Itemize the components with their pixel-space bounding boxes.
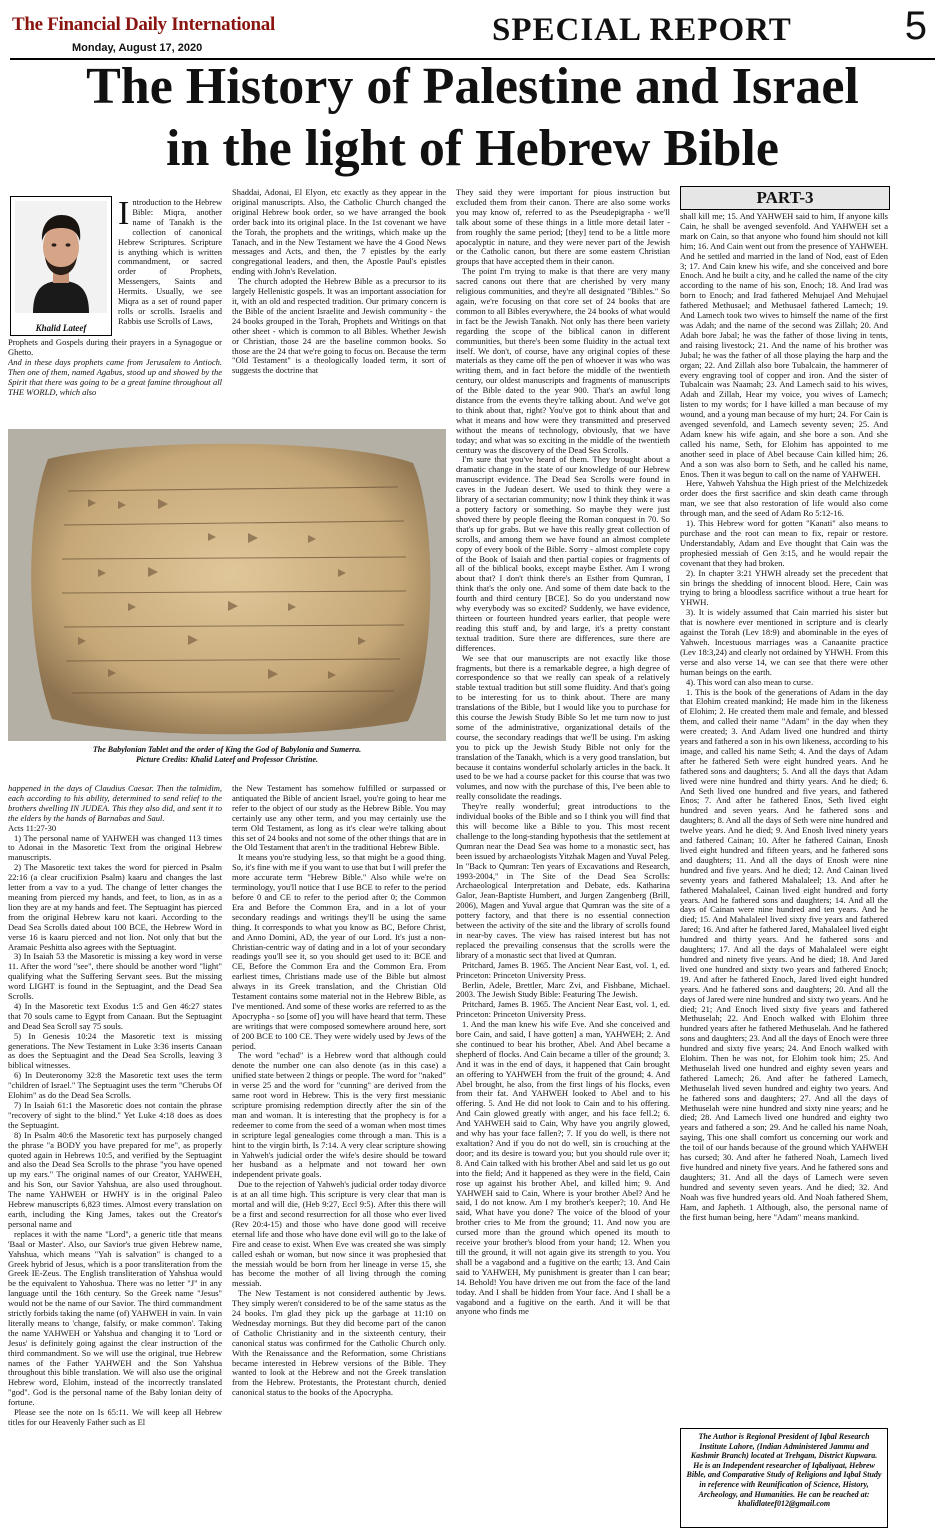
column-1-bottom xyxy=(8,784,222,1526)
author-photo-box xyxy=(10,196,112,336)
author-name: Khalid Lateef xyxy=(35,323,87,333)
section-title: SPECIAL REPORT xyxy=(492,12,792,48)
col3-para: 1. And the man knew his wife Eve. And she conceived and bore Cain, and said, I have gotten] a man, YAHWEH; 2. And she continued to bear his brother, Abel. And Abel became a shepherd of flocks. And Cain became a tiller of the ground; 3. And it was in the end of days, it happened that Cain brought an offering to YAHWEH from the fruit of the ground; 4. And Abel brought, he also, from the first lings of his flocks, even from their fat. And YAHWEH looked to Abel and to his offering. 5. And He did not look to Cain and to his offering. And Cain glowed greatly with anger, and his face fell.2; 6. And YAHWEH said to Cain, Why have you angrily glowed, and why has your face fallen?; 7. If you do well, is there not exaltation? And if you do not do well, sin is crouching at the door; and its desire is toward you; but you should rule over it; 8. And Cain talked with his brother Abel and said let us go out into the field; And it happened as they were in the field, Cain rose up against his brother Abel, and killed him; 9. And YAHWEH said to Cain, Where is your brother Abel? And he said, I do not know. Am I my brother's keeper?; 10. And He said, What have you done? The voice of the blood of your brother cries to Me from the ground; 11. And now you are cursed more than the ground which opened its mouth to receive your brother's blood from your hand; 12. When you till the ground, it will not again give its strength to you. You shall be a vagabond and a fugitive on the earth; 13. And Cain said to YAHWEH, My punishment is greater than I can bear; 14. Behold! You have driven me out from the face of the land today. And I shall be hidden from Your face. And I shall be a vagabond and a fugitive on the earth. And it will be that anyone who finds me xyxy=(456,1019,670,1317)
col2-para: It means you're studying less, so that might be a good thing. So, it's fine with me if you want to use that but I will prefer the more accurate term "Hebrew Bible." Also while we're on terminology, you'll notice that I use BCE to refer to the period before 0 and CE to refer to the period after 0; the Common Era and Before the Common Era, and in a lot of your secondary readings and writings they'll be using the same thing. It corresponds to what you know as BC, Before Christ, and Anno Domini, AD, the year of our Lord. It's just a non-Christian-centric way of dating and in a lot of your secondary readings you'll see it, so you should get used to it: BCE and CE, Before the Common Era and the Common Era. From earliest times, Christians made use of the Bible but almost always in its Greek translation, and the Christian Old Testament contains some material not in the Hebrew Bible, as I've mentioned. And some of these works are referred to as the Apocrypha - so [some of] you will have heard that term. These are writings that were composed somewhere around here, sort of 200 BCE to 100 CE. They were widely used by Jews of the period. xyxy=(232,852,446,1051)
figure-caption xyxy=(8,745,446,765)
page-number: 5 xyxy=(904,4,927,48)
col3-para: I'm sure that you've heard of them. They brought about a dramatic change in the state of our knowledge of our Hebrew manuscript evidence. The Dead Sea Scrolls were found in caves in the Judean desert. We used to think they were a library of a sectarian community; now I think they think it was a pottery factory or something. So maybe they were just shoved there by people fleeing the Roman conquest in 70. So that's up for grabs. But we have this really great collection of scrolls, and among them we have found an almost complete copy of every book of the Bible. Sorry - almost complete copy of the Book of Isaiah and then partial copies or fragments of all of the biblical books, except maybe Esther. Am I wrong about that? I don't think there's an Esther from Qumran, I think that's the only one. And some of them date back to the fourth and third century [BCE]. So do you understand now why everybody was so excited? Suddenly, we have evidence, thirteen or fourteen hundred years earlier, that people were reading this stuff and, by and large, it's a pretty constant textual tradition. Sure there are differences, sure there are differences. xyxy=(456,454,670,653)
headline-line-1: The History of Palestine and Israel xyxy=(86,58,859,115)
col3-para: Pritchard, James B. 1965. The Ancient Near East, vol. 1, ed. Princeton: Princeton University Press. xyxy=(456,959,670,980)
col3-para: Berlin, Adele, Brettler, Marc Zvi, and Fishbane, Michael. 2003. The Jewish Study Bible: Featuring The Jewish. xyxy=(456,979,670,1000)
col1-para: replaces it with the name "Lord", a generic title that means 'Baal or Master'. Also, our Savior's true given Hebrew name, Yahshua, which means "Yah is salvation" is changed to a Greek hybrid of Jesus, which is a poor transliteration from the Greek IE-Zeus. The English transliteration of Yahshua would be the equivalent to Yahoshua. There was no letter "J" in any language until the 16th century. So the Greek name "Jesus" would not be the name of our Savior. The third commandment strictly forbids taking the name (of) YAHWEH in vain. In vain literally means to 'change, falsify, or make common'. Taking the name YAHWEH or Yahshua and changing it to 'Lord or Jesus' is definitely going against the clear instruction of the third commandment. So we will use the original, true Hebrew names of the Father YAHWEH and the Son Yahshua throughout this bible translation. We will also use the original Hebrew word, Elohim, instead of the incorrectly translated "god". God is the personal name of the Baby lonian deity of fortune. xyxy=(8,1228,222,1408)
author-email: khalidlateef012@gmail.com xyxy=(737,1499,831,1509)
col1-para: 4) In the Masoretic text Exodus 1:5 and Gen 46:27 states that 70 souls came to Egypt from Canaan. But the Septuagint and Dead Sea Scroll say 75 souls. xyxy=(8,1000,222,1031)
babylonian-tablet-photo xyxy=(8,429,446,741)
col1-para: 7) In Isaiah 61:1 the Masoretic does not contain the phrase "recovery of sight to the blind." Yet Luke 4:18 does as does the Septuagint. xyxy=(8,1100,222,1130)
col1-para: 5) In Genesis 10:24 the Masoretic text is missing generations. The New Testament in Luke 3:36 inserts Canaan as does the Septuagint and the Dead Sea Scrolls, leaving 3 biblical witnesses. xyxy=(8,1030,222,1071)
col4-para: 4). This word can also mean to curse. xyxy=(686,676,814,687)
author-bio: The Author is Regional President of Iqbal Research Institute Lahore, (Indian Administered Jammu and Kashmir Branch) located at Trehgam, District Kupwara. He is an Independent researcher of Iqbaliyaat, Hebrew Bible, and Comparative Study of Religions and Iqbal Study in reference with Reunification of Science, History, Archeology, and Humanities. He can be reached at: xyxy=(686,1432,882,1499)
issue-date: Monday, August 17, 2020 xyxy=(72,42,203,54)
col3-para: They said they were important for pious instruction but excluded them from their canon. There are also some works you may know of, referred to as the Pseudepigrapha - we'll talk about some of these things in a little more detail later - from roughly the same period; [they] tend to be a little more apocalyptic in nature, and they were never part of the Jewish or the Catholic canon, but there are some eastern Christian groups that have accepted them in their canon. xyxy=(456,188,670,267)
col4-para: 3). It is widely assumed that Cain married his sister but that is nowhere ever mentioned in scripture and is clearly against the Torah (Lev 18:9) and abominable in the eyes of Yahweh. Incestuous marriages was a Canaanite practice (Lev 18:3,24) and clearly not ordained by YHWH. From this verse and also verse 14, we can see that there were other human beings on the earth. xyxy=(680,607,888,677)
figure-caption-line-2: Picture Credits: Khalid Lateef and Professor Christine. xyxy=(135,755,318,764)
drop-cap: I xyxy=(118,195,130,232)
column-4 xyxy=(680,212,888,1424)
author-bio-box xyxy=(680,1428,888,1528)
col3-para: They're really wonderful; great introductions to the individual books of the Bible and so I think you will find that this will become like a Bible to you. This most recent challenge to the long-standing hypothesis that the settlement at Qumran near the Dead Sea was home to a monastic sect, has been issued by archaeologists Yitzhak Magen and Yuval Peleg. In "Back to Qumran: Ten years of Excavations and Research, 1993-2004," in The Site of the Dead Sea Scrolls: Archaeological Interpretation and Debate, eds. Katharina Galor, Jean-Baptiste Humbert, and Jurgen Zangenberg (Brill, 2006), Magen and Yuval argue that Qumran was the site of a pottery factory, and that there is no essential connection between the activity of the site and the library of scrolls found in near-by caves. The view has raised interest but has not replaced the prevailing consensus that the scrolls were the library of a monastic sect that lived at Qumran. xyxy=(456,801,670,960)
col3-para: We see that our manuscripts are not exactly like those fragments, but there is a remarkable degree, a high degree of correspondence so that we really can speak of a relatively stable textual tradition but still some fluidity. And that's going to be interesting for us to think about. There are many translations of the Bible, but I would like you to purchase for this course the Jewish Study Bible So let me turn now to just some of the administrative, organizational details of the course, the secondary readings that we'll be using. I'm asking you to pick up the Jewish Study Bible not only for the translation of the Tanakh, which is a very good translation, but because it contains wonderful scholarly articles in the back. It used to be we had a course packet for this course that was two volumes, and now with the purchase of this, I've been able to really consolidate the readings. xyxy=(456,652,670,802)
intro-quote: And in these days prophets came from Jerusalem to Antioch. Then one of them, named Agabus, stood up and showed by the Spirit that there was going to be a great famine throughout all THE WORLD, which also xyxy=(8,356,222,397)
col4-para: 1). This Hebrew word for gotten "Kanati" also means to purchase and the root can mean to fix, repair or restore. Understandably, Adam and Eve thought that Cain was the prophesied messiah of Gen 3:15, and he would repair the covenant that they had broken. xyxy=(680,518,888,568)
part-label: PART-3 xyxy=(680,186,890,210)
col2-para: The New Testament is not considered authentic by Jews. They simply weren't considered to be of the same status as the 24 books. I'm glad they pick up the garbage at 11:10 on Wednesday mornings. But they did become part of the canon of Catholic Christianity and in the sixteenth century, their canonical status was confirmed for the Catholic Church only. With the Renaissance and the Reformation, some Christians became interested in Hebrew versions of the Bible. They wanted to look at the Hebrew and not the Greek translation from the Hebrew. Protestants, the Protestant church, denied canonical status to the books of the Apocrypha. xyxy=(232,1288,446,1398)
col2-para: the New Testament has somehow fulfilled or surpassed or antiquated the Bible of ancient Israel, you're going to hear me refer to the object of our study as the Hebrew Bible. You may certainly use any other term, and you may certainly use the term Old Testament, as long as it's clear we're talking about this set of 24 books and not some of the other things that are in the Old Testament that aren't in the traditional Hebrew Bible. xyxy=(232,784,446,853)
newspaper-name: The Financial Daily International xyxy=(12,14,275,35)
col1-para: Please see the note on Is 65:11. We will keep all Hebrew titles for our Heavenly Father such as El xyxy=(8,1407,222,1427)
col1-para: 8) In Psalm 40:6 the Masoretic text has purposely changed the phrase "a BODY you have prepared for me", as properly quoted again in Hebrews 10:5, and verified by the Septuagint and also the Dead Sea Scrolls to the phrase "you have opened up my ears." The original names of our Creator, YAHWEH, and his Son, our Savior Yahshua, are also used throughout. The name YAHWEH or HWHY is in the original Paleo Hebrew manuscripts 6,823 times. Almost every translation on earth, including the King James, takes out the Creator's personal name and xyxy=(8,1129,222,1229)
col3-para: The point I'm trying to make is that there are very many sacred canons out there that are cherished by very many religious communities, and they're all designated "Bibles." So again, we're focusing on that core set of 24 books that are common to all Bibles everywhere, the 24 books of what would in fact be the Jewish Tanakh. Not only has there been variety regarding the scope of the biblical canon in different communities, but there's been some fluidity in the actual text itself. We don't, of course, have any original copies of these materials as they came off the pen of whoever it was who was writing them, and in fact before the middle of the twentieth century, our oldest manuscripts and fragments of manuscripts of the Bible dated to the year 900. That's an awful long distance from the events they're talking about. And we've got to think about that, right? You've got to think about that and what it means and how were they transmitted and preserved without the means of technology, obviously, that we have today; and what was so exciting in the middle of the twentieth century was the discovery of the Dead Sea Scrolls. xyxy=(456,266,670,455)
col1-para: Acts 11:27-30 xyxy=(8,822,57,833)
headline-line-2: in the light of Hebrew Bible xyxy=(166,120,779,177)
intro-text xyxy=(118,195,222,327)
column-2-top xyxy=(232,188,446,424)
col1-para: 3) In Isaiah 53 the Masoretic is missing a key word in verse 11. After the word "see", there should be another word "light" qualifying what the Suffering Servant sees. But the missing word LIGHT is found in the Septuagint, and the Dead Sea Scrolls. xyxy=(8,951,222,1002)
col4-para: shall kill me; 15. And YAHWEH said to him, If anyone kills Cain, he shall be avenged sevenfold. And YAHWEH set a mark on Cain, so that anyone who found him should not kill him; 16. And Cain went out from the presence of YAHWEH. And he settled and married in the land of Nod, east of Eden 3; 17. And Cain knew his wife, and she conceived and bore Enoch. And he built a city, and he called the name of the city according to the name of his son, Enoch; 18. And Irad was born to Enoch; and Irad fathered Mehujael And Mehujael fathered Methusael; and Methusael fathered Lamech; 19. And Lamech took two wives to himself the name of the first was Adah; and the name of the second was Zillah; 20. And Adah bore Jabal; he was the father of those living in tents, and raising livestock; 21. And the name of his brother was Jubal; he was the father of all those playing the harp and the organ; 22. And Zillah also bore Tubalcain, the hammerer of every engraving tool of copper and iron. And the sister of Tubalcain was Naamah; 23. And Lamech said to his wives, Adah and Zillah, Hear my voice, you wives of Lamech; listen to my words; for I have killed a man because of my wound, and a young man because of my hurt; 24. For Cain is avenged sevenfold, and Lamech seventy seven; 25. And Adam knew his wife again, and she bore a son. And she called his name, Seth, for Elohim has appointed to me another seed in place of Abel because Cain killed him; 26. And a son was also born to Seth, and he called his name, Enos. Then it was begun to call on the name of YAHWEH. xyxy=(680,212,888,479)
col2-top-para: The church adopted the Hebrew Bible as a precursor to its largely Hellenistic gospels. It was an important association for it, with an old and respected tradition. Our primary concern is the Bible of the ancient Israelite and Jewish community - the 24 books grouped in the Torah, Prophets and Writings on that other sheet - which is common to all Bibles. Whether Jewish or Christian, those 24 are the baseline common books. So those are the 24 that we're going to focus on. Because the term "Old Testament" is a theologically loaded term, it sort of suggests the doctrine that xyxy=(232,276,446,376)
intro-cont-paragraph: Prophets and Gospels during their prayers in a Synagogue or Ghetto. xyxy=(8,338,222,357)
figure-caption-line-1: The Babylonian Tablet and the order of King the God of Babylonia and Sumerra. xyxy=(92,745,362,754)
col2-para: The word "echad" is a Hebrew word that although could denote the number one can also denote (as in this case) a unified state between 2 things or people. The word for "naked" in verse 25 and the word for "cunning" are derived from the same root word in Hebrew. This is the very first messianic scripture promising redemption directly after the sin of the man and woman. It is interesting that the prophecy is for a redeemer to come from the seed of a woman when most times in scripture legal genealogies come through a man. This is a hint to the virgin birth, Is 7:14. A very clear scripture showing in Yahweh's judicial order the wife's desire should be toward her husband as a helpmate and not toward her own independent private goals. xyxy=(232,1050,446,1180)
intro-paragraph: ntroduction to the Hebrew Bible: Miqra, another name of Tanakh is the collection of canonical Hebrew Scriptures. Scripture is anything which is written commandment, or sacred order of Prophets, Messengers, Saints and Hermits. Usually, we see Miqra as a set of round paper rolls or scrolls. Israelis and Rabbis use Scrolls of Laws, xyxy=(118,197,222,326)
col1-para: 6) In Deuteronomy 32:8 the Masoretic text uses the term "children of Israel." The Septuagint uses the term "Cherubs Of Elohim" as do the Dead Sea Scrolls. xyxy=(8,1070,222,1101)
headline xyxy=(0,56,945,180)
column-3 xyxy=(456,188,670,1526)
col3-para: Pritchard, James B. 1965. The Ancient Near East, vol. 1, ed. Princeton: Princeton University Press. xyxy=(456,999,670,1020)
col4-para: 2). In chapter 3:21 YHWH already set the precedent that sin brings the shedding of innocent blood. Here, Cain was trying to bring a bloodless sacrifice without a true heart for YHWH. xyxy=(680,567,888,608)
col1-para: 1) The personal name of YAHWEH was changed 113 times to Adonai in the Masoretic Text from the original Hebrew manuscripts. xyxy=(8,832,222,863)
intro-continuation xyxy=(8,338,222,426)
col2-top-para: Shaddai, Adonai, El Elyon, etc exactly as they appear in the original manuscripts. Also, the Catholic Church changed the original Hebrew book order, so we have arranged the book order back into its original place. In the 1st covenant we have the Torah, the prophets and the writings, which make up the Tanach, and in the New Testament we have the 4 Good News messages and Acts, and then, the 7 epistles by the early congregational leaders, and then, the Apostle Paul's epistles ending with John's Revelation. xyxy=(232,188,446,277)
col1-para: 2) The Masoretic text takes the word for pierced in Psalm 22:16 (a clear crucifixion Psalm) kaaru and changes the last letter from a vav to a yud. The change of letter changes the meaning from pierced my hands, and feet, to lion, as in as a lion they are at my hands and feet. The Septuagint has pierced from the original Hebrew karu not kaari. According to the Dead Sea Scrolls dated about 100 BCE, the Hebrew Word in verse 16 is kaaru pierced and not lion. Not only that but the Aramaic Peshitta also agrees with the Septuagint. xyxy=(8,862,222,952)
author-portrait xyxy=(15,201,107,313)
col4-para: 1. This is the book of the generations of Adam in the day that Elohim created mankind; He made him in the likeness of Elohim; 2. He created them male and female, and blessed them, and called their name "Adam" in the day when they were created; 3. And Adam lived one hundred and thirty years and fathered a son in his own likeness, according to his image, and called his name Seth; 4. And the days of Adam after he fathered Seth were eight hundred years. And he fathered sons and daughters; 5. And all the days that Adam lived were nine hundred and thirty years. And he died; 6. And Seth lived one hundred and five years, and fathered Enos; 7. And after he fathered Enos, Seth lived eight hundred and seven years. And he fathered sons and daughters; 8. And all the days of Seth were nine hundred and twelve years. And he died; 9. And Enosh lived ninety years and fathered Cainan; 10. After he fathered Cainan, Enosh lived eight hundred and fifteen years, and he fathered sons and daughters; 11. And all the days of Enosh were nine hundred and five years. And he died; 12. And Cainan lived seventy years and fathered Mahalaleel; 13. And after he fathered Mahalaleel, Cainan lived eight hundred and forty years. And he fathered sons and daughters; 14. And all the days of Cainan were nine hundred and ten years. And he died; 15. And Mahalaleel lived sixty five years and fathered Jared; 16. And after he fathered Jared, Mahalaleel lived eight hundred and thirty years. And he fathered sons and daughters; 17. And all the days of Mahalaleel were eight hundred and ninety five years. And he died; 18. And Jared lived one hundred and sixty two years and fathered Enoch; 19. And after he fathered Enoch, Jared lived eight hundred years. And he fathered sons and daughters; 20. And all the days of Jared were nine hundred and sixty two years. And he died; 21; And Enoch lived sixty five years and fathered Methuselah; 22. And Enoch walked with Elohim three hundred years after he fathered Methuselah. And he fathered sons and daughters; 23. And all the days of Enoch were three hundred and sixty five years; 24. And Enoch walked with Elohim. Then he was not, for Elohim took him; 25. And Methuselah lived one hundred and eighty seven years and fathered Lamech; 26. And after he fathered Lamech, Methuselah lived seven hundred and eighty two years. And he fathered sons and daughters; 27. And all the days of Methuselah were nine hundred and sixty nine years; and he died; 28. And Lamech lived one hundred and eighty two years and fathered a son; 29. And he called his name Noah, saying, This one shall comfort us concerning our work and the toil of our hands because of the ground which YAHWEH has cursed; 30. And after he fathered Noah, Lamech lived five hundred and ninety five years. And he fathered sons and daughters; 31. And all the days of Lamech were seven hundred and seventy seven years. And he died; 32. And Noah was five hundred years old. And Noah fathered Shem, Ham, and Japheth. 1 Although, also, the personal name of the first human being, here "Adam" means mankind. xyxy=(680,686,888,1222)
col1-quote: happened in the days of Claudius Caesar. Then the talmidim, each according to his ability, determined to send relief to the brothers dwelling IN JUDEA. This they also did, and sent it to the elders by the hands of Barnabas and Saul. xyxy=(8,784,222,823)
masthead xyxy=(10,6,935,58)
col2-para: Due to the rejection of Yahweh's judicial order today divorce is at an all time high. This scripture is very clear that man is mortal and will die, (Heb 9:27, Eccl 9:5). After this there will be a first and second resurrection for all those who ever lived (Rev 20:4-15) and those who have done good will receive eternal life and those who have done evil will go to the lake of Fire and cease to exist. When Eve was created she was simply called eshah or woman, but now since it was prophesied that the messiah would be born from her lineage in verse 15, she has become the mother of all living through the coming messiah. xyxy=(232,1179,446,1289)
column-2-bottom xyxy=(232,784,446,1526)
col4-para: Here, Yahweh Yahshua the High priest of the Melchizedek order does the first sacrifice and skin death came through man, we see that also restoration of life would also come through man, and the seed of Adam Ro 5:12-16. xyxy=(680,478,888,519)
